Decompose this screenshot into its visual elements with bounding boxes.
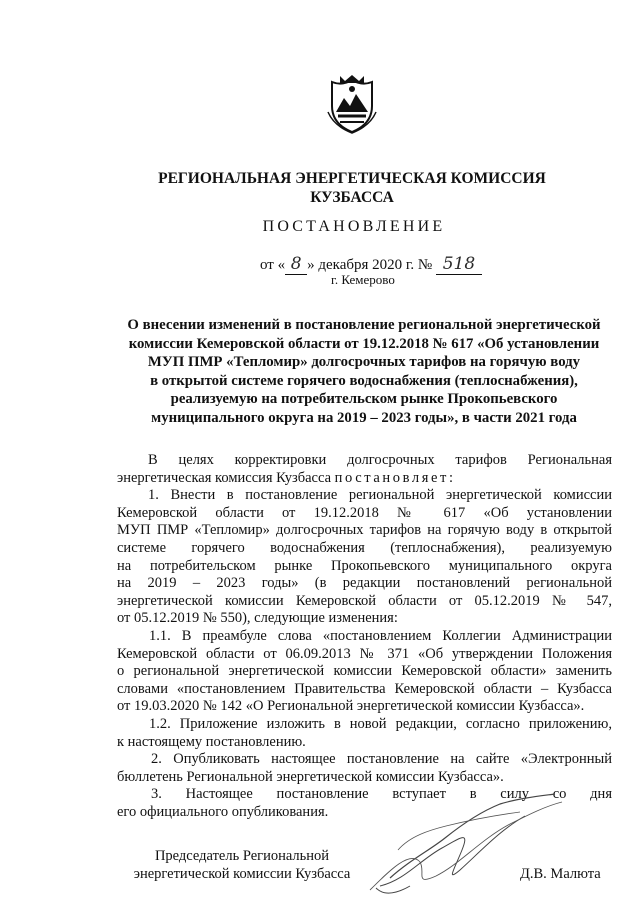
document-body: [117, 452, 612, 821]
subject-line: МУП ПМР «Тепломир» долгосрочных тарифов на горячую воду: [147, 354, 581, 371]
organization-name-line2: КУЗБАССА: [310, 189, 394, 206]
handwritten-signature-icon: [350, 790, 580, 900]
subject-line: в открытой системе горячего водоснабжения (теплоснабжения),: [150, 372, 578, 389]
intro-line: В целях корректировки долгосрочных тарифов Региональная: [148, 452, 612, 468]
intro-text: энергетическая комиссия Кузбасса: [117, 469, 335, 486]
position-line: энергетической комиссии Кузбасса: [133, 865, 351, 882]
coat-of-arms-icon: [326, 72, 378, 134]
subject-line: комиссии Кемеровской области от 19.12.2018 № 617 «Об установлении: [128, 335, 600, 352]
date-month-year: » декабря 2020 г. №: [307, 257, 433, 273]
paragraph-1-1-line: о региональной энергетической комиссии Кемеровской области» заменить: [117, 663, 612, 680]
subject-line: муниципального округа на 2019 – 2023 годы», в части 2021 года: [151, 409, 577, 426]
paragraph-1-line: от 05.12.2019 № 550), следующие изменения:: [117, 610, 398, 627]
paragraph-1-line: системе горячего водоснабжения (теплоснабжения), реализуемую: [117, 539, 612, 556]
paragraph-1-2-line: к настоящему постановлению.: [117, 733, 306, 750]
intro-line: [117, 470, 612, 488]
date-prefix: от «: [260, 257, 286, 273]
subject-line: реализуемую на потребительском рынке Прокопьевского: [170, 391, 558, 408]
organization-name-line1: РЕГИОНАЛЬНАЯ ЭНЕРГЕТИЧЕСКАЯ КОМИССИЯ: [158, 170, 546, 187]
document-type: ПОСТАНОВЛЕНИЕ: [262, 218, 446, 235]
paragraph-1-line: энергетической комиссии Кемеровской области от 05.12.2019 № 547,: [117, 592, 612, 609]
paragraph-1-2-line: 1.2. Приложение изложить в новой редакции, согласно приложению,: [149, 715, 612, 732]
paragraph-3-line: его официального опубликования.: [117, 803, 329, 820]
position-line: Председатель Региональной: [154, 848, 330, 864]
signatory-name: Д.В. Малюта: [520, 866, 601, 882]
paragraph-3-line: 3. Настоящее постановление вступает в силу со дня: [151, 786, 612, 803]
paragraph-1-1-line: Кемеровской области от 06.09.2013 № 371 «Об утверждении Положения: [117, 645, 612, 662]
signatory-position: [117, 848, 367, 883]
paragraph-2-line: бюллетень Региональной энергетической комиссии Кузбасса».: [117, 768, 504, 785]
date-day: 8: [285, 254, 307, 275]
document-number: 518: [436, 254, 482, 275]
paragraph-1-line: МУП ПМР «Тепломир» долгосрочных тарифов на горячую воду в открытой: [117, 522, 612, 539]
resolves-word: постановляет:: [334, 469, 456, 486]
paragraph-1-line: на потребительском рынке Прокопьевского муниципального округа: [117, 557, 612, 574]
paragraph-1-1-line: словами «постановлением Правительства Кемеровской области – Кузбасса: [117, 680, 612, 697]
city: г. Кемерово: [331, 272, 395, 287]
subject-line: О внесении изменений в постановление региональной энергетической: [127, 317, 601, 333]
paragraph-1-1-line: от 19.03.2020 № 142 «О Региональной энергетической комиссии Кузбасса».: [117, 698, 585, 715]
document-subject: [104, 316, 624, 428]
paragraph-1-line: Кемеровской области от 19.12.2018 № 617 «Об установлении: [117, 504, 612, 521]
paragraph-1-line: на 2019 – 2023 годы» (в редакции постановлений региональной: [117, 575, 612, 592]
paragraph-2-line: 2. Опубликовать настоящее постановление на сайте «Электронный: [151, 751, 612, 768]
paragraph-1-1-line: 1.1. В преамбуле слова «постановлением Коллегии Администрации: [149, 627, 612, 644]
paragraph-1-line: 1. Внести в постановление региональной энергетической комиссии: [148, 487, 612, 504]
